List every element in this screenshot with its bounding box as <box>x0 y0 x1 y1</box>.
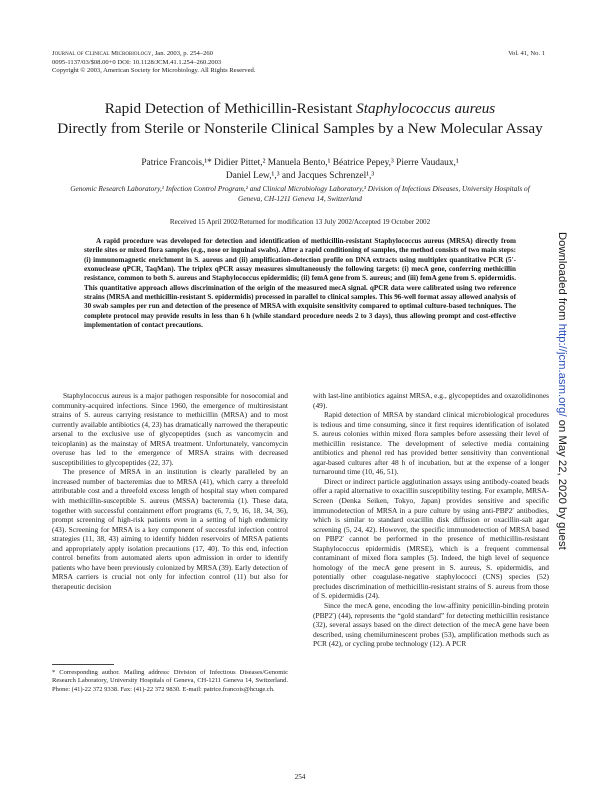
body-paragraph: Direct or indirect particle agglutination assays using antibody-coated beads offer a rapid alternative to oxacillin susceptibility testing. For example, MRSA-Screen (Denka Seiken, Tokyo, Japan) provides sensitive and specific immunodetection of MRSA in a pure culture by using anti-PBP2′ antibodies, which is similar to standard oxacillin disk diffusion or oxacillin-salt agar screening (5, 24, 42). However, the specific immunodetection of MRSA based on PBP2′ cannot be performed in the presence of methicillin-resistant Staphylococcus epidermidis (MRSE), which is a frequent commensal contaminant of mixed flora samples (5). Indeed, the high level of sequence homology of the mecA gene present in S. aureus, S. epidermidis, and potentially other coagulase-negative staphylococci (CNS) species (52) precludes discrimination of methicillin-resistant strains of S. aureus from those of S. epidermidis (24). <box>313 476 549 601</box>
title-part-1: Rapid Detection of Methicillin-Resistant <box>104 100 357 117</box>
body-column-left <box>52 391 288 651</box>
doi-line: 0095-1137/03/$08.00+0 DOI: 10.1128/JCM.41.1.254–260.2003 <box>52 58 222 66</box>
author-list <box>50 157 550 183</box>
body-paragraph: The presence of MRSA in an institution is clearly paralleled by an increased number of bacteremias due to MRSA (41), which carry a threefold attributable cost and a threefold excess length of hospital stay when compared with methicillin-susceptible S. aureus (MSSA) bacteremia (1). These data, together with successful containment effort programs (6, 7, 9, 16, 18, 34, 36), prompt screening of high-risk patients even in a setting of high endemicity (43). Screening for MRSA is a key component of successful infection control strategies (11, 38, 43) aiming to identify hidden reservoirs of MRSA patients and appropriately apply isolation precautions (17, 40). To this end, infection control benefits from automated alerts upon admission in order to identify patients who have been previously colonized by MRSA (39). Early detection of MRSA carriers is crucial not only for infection control (11) but also for therapeutic decision <box>52 467 288 591</box>
author-line-1: Patrice Francois,¹* Didier Pittet,² Manuela Bento,¹ Béatrice Pepey,³ Pierre Vaudaux,¹ <box>141 158 459 168</box>
affiliations: Genomic Research Laboratory,¹ Infection Control Program,² and Clinical Microbiology Laboratory,³ Division of Infectious Diseases, University Hospitals of Geneva, CH-1211 Geneva 14, Switzerland <box>70 184 530 203</box>
journal-citation <box>52 50 382 59</box>
received-dates: Received 15 April 2002/Returned for modification 13 July 2002/Accepted 19 October 2002 <box>169 218 431 226</box>
copyright-line: Copyright © 2003, American Society for Microbiology. All Rights Reserved. <box>52 67 256 75</box>
body-paragraph: Rapid detection of MRSA by standard clinical microbiological procedures is tedious and time consuming, since it first requires identification of isolated S. aureus colonies within mixed flora samples before assessing their level of methicillin resistance. The development of selective media containing antibiotics and phenol red has provided better sensitivity than conventional agar-based cultures after 48 h of incubation, but at the expense of a longer turnaround time (10, 46, 51). <box>313 410 549 477</box>
article-title <box>40 99 560 138</box>
running-header <box>52 50 382 76</box>
journal-name: Journal of Clinical Microbiology <box>52 50 152 57</box>
watermark-suffix: on May 22, 2020 by guest <box>556 416 568 550</box>
title-part-2: Directly from Sterile or Nonsterile Clinical Samples by a New Molecular Assay <box>57 119 543 137</box>
watermark-prefix: Downloaded from <box>556 232 568 324</box>
body-paragraph: with last-line antibiotics against MRSA, e.g., glycopeptides and oxazolidinones (49). <box>313 391 549 410</box>
body-paragraph: Staphylococcus aureus is a major pathogen responsible for nosocomial and community-acquired infections. Since 1960, the emergence of multiresistant strains of S. aureus carrying resistance to methicillin (MRSA) and to most currently available antibiotics (4, 23) has dramatically narrowed the therapeutic arsenal to the exclusive use of glycopeptides (such as vancomycin and teicoplanin) as the mainstay of MRSA treatment. Unfortunately, vancomycin overuse has led to the emergence of MRSA strains with decreased susceptibilities to glycopeptides (22, 37). <box>52 391 288 467</box>
body-column-right <box>313 391 549 786</box>
issue-info: , Jan. 2003, p. 254–260 <box>151 50 213 57</box>
title-italic: Staphylococcus aureus <box>356 100 496 117</box>
journal-link[interactable]: http://jcm.asm.org/ <box>556 323 568 417</box>
page-number: 254 <box>294 773 306 781</box>
download-watermark <box>554 232 570 708</box>
corresponding-author-footnote: * Corresponding author. Mailing address: Division of Infectious Diseases/Genomic Research Laboratory, University Hospitals of Geneva, CH-1211 Geneva 14, Switzerland. Phone: (41)-22 372 9338. Fax: (41)-22 372 9830. E-mail: patrice.francois@hcuge.ch. <box>52 669 288 693</box>
volume-info: Vol. 41, No. 1 <box>508 50 545 57</box>
footnote-divider <box>52 664 114 665</box>
abstract: A rapid procedure was developed for detection and identification of methicillin-resistant Staphylococcus aureus (MRSA) directly from sterile sites or mixed flora samples (e.g., nose or inguinal swabs). After a rapid conditioning of samples, the method consists of two main steps: (i) immunomagnetic enrichment in S. aureus and (ii) amplification-detection profile on DNA extracts using multiplex quantitative PCR (5′-exonuclease qPCR, TaqMan). The triplex qPCR assay measures simultaneously the following targets: (i) mecA gene, conferring methicillin resistance, common to both S. aureus and Staphylococcus epidermidis; (ii) femA gene from S. aureus; and (iii) femA gene from S. epidermidis. This quantitative approach allows discrimination of the origin of the measured mecA signal. qPCR data were calibrated using two reference strains (MRSA and methicillin-resistant S. epidermidis) processed in parallel to clinical samples. This 96-well format assay allowed analysis of 30 swab samples per run and detection of the presence of MRSA with exquisite sensitivity compared to optimal culture-based techniques. The complete protocol may provide results in less than 6 h (while standard procedure needs 2 to 3 days), thus allowing prompt and cost-effective implementation of contact precautions. <box>84 237 516 330</box>
body-paragraph: Since the mecA gene, encoding the low-affinity penicillin-binding protein (PBP2′) (44), represents the “gold standard” for detecting methicillin resistance (32), several assays based on the direct detection of the mecA gene have been described, using chemiluminescent probes (53), amplification methods such as PCR (42), or cycling probe technology (12). A PCR <box>313 601 549 649</box>
author-line-2: Daniel Lew,¹,³ and Jacques Schrenzel¹,³ <box>225 170 375 181</box>
